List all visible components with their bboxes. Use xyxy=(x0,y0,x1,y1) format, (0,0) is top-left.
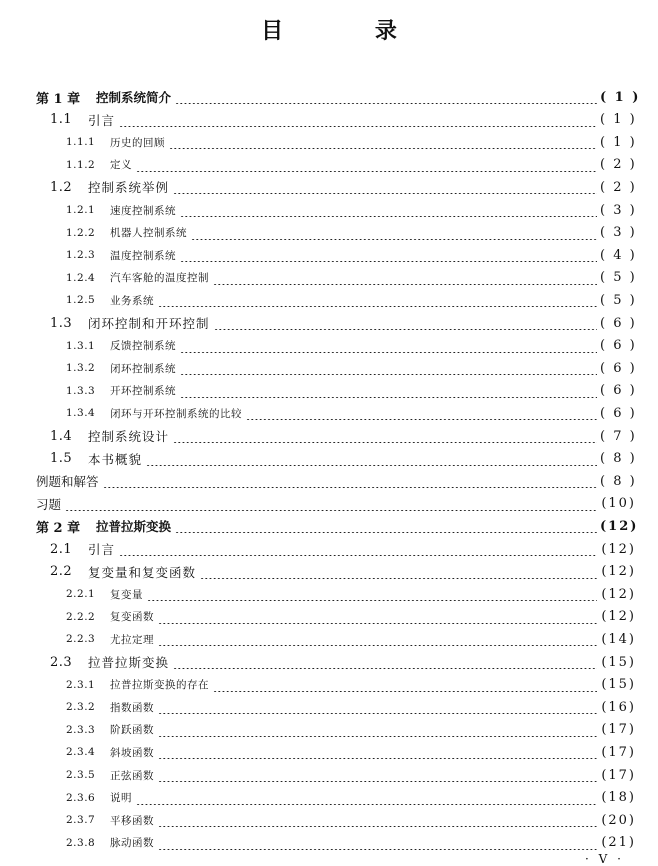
toc-entry-title: 控制系统简介 xyxy=(96,90,172,105)
toc-entry-number: 2.3.1 xyxy=(66,678,96,691)
toc-entry-page: ( 3 ) xyxy=(600,225,637,241)
toc-entry-page: ( 6 ) xyxy=(600,360,637,376)
toc-entry-title: 引言 xyxy=(88,542,116,557)
toc-entry-page: (12) xyxy=(601,586,636,602)
dot-leader xyxy=(158,768,597,782)
toc-entry-number: 1.2.4 xyxy=(66,271,96,284)
toc-entry-title: 平移函数 xyxy=(110,814,154,827)
toc-entry-number: 2.3.2 xyxy=(66,701,96,714)
dot-leader xyxy=(136,791,597,805)
toc-entry[interactable] xyxy=(66,788,636,808)
toc-entry[interactable] xyxy=(50,426,636,446)
dot-leader xyxy=(180,361,597,375)
toc-entry-page: (12) xyxy=(601,541,636,557)
toc-entry[interactable] xyxy=(66,607,636,627)
dot-leader xyxy=(147,587,597,601)
toc-entry-title: 引言 xyxy=(88,112,116,128)
toc-entry-title: 闭环控制和开环控制 xyxy=(88,316,210,331)
dot-leader xyxy=(246,406,597,420)
toc-entry-title: 拉普拉斯变换的存在 xyxy=(110,679,209,692)
toc-entry-page: ( 6 ) xyxy=(600,383,637,399)
toc-entry-page: (14) xyxy=(601,631,636,647)
toc-entry-number: 第 1 章 xyxy=(36,91,81,107)
toc-entry[interactable] xyxy=(50,110,636,130)
toc-entry-page: (17) xyxy=(601,722,636,738)
toc-entry-page: (20) xyxy=(601,812,636,828)
toc-entry-title: 指数函数 xyxy=(110,701,154,714)
toc-entry[interactable] xyxy=(50,449,636,469)
page-number-footer: · V · xyxy=(585,852,624,866)
toc-entry-number: 2.2.1 xyxy=(66,588,96,601)
toc-entry-title: 控制系统设计 xyxy=(88,429,170,444)
dot-leader xyxy=(175,519,597,533)
toc-entry-number: 2.2 xyxy=(50,564,73,580)
dot-leader xyxy=(119,542,597,556)
toc-entry-title: 例题和解答 xyxy=(36,474,99,490)
toc-entry-number: 2.3 xyxy=(50,654,73,670)
toc-entry-number: 1.2.1 xyxy=(66,204,96,216)
toc-entry-title: 脉动函数 xyxy=(110,837,154,850)
toc-entry-page: (15) xyxy=(601,654,636,670)
toc-entry[interactable] xyxy=(66,697,636,717)
toc-entry-number: 1.3.2 xyxy=(66,362,96,375)
toc-entry-number: 2.3.5 xyxy=(66,769,96,781)
toc-entry[interactable] xyxy=(66,155,636,175)
toc-entry-title: 控制系统举例 xyxy=(88,180,170,196)
toc-entry[interactable] xyxy=(66,358,636,378)
dot-leader xyxy=(180,384,597,398)
toc-entry[interactable] xyxy=(66,132,636,152)
dot-leader xyxy=(65,497,597,511)
toc-entry[interactable] xyxy=(66,629,636,649)
dot-leader xyxy=(214,316,597,330)
toc-entry[interactable] xyxy=(36,471,636,491)
dot-leader xyxy=(180,248,597,262)
toc-entry[interactable] xyxy=(66,742,636,762)
toc-entry-page: ( 5 ) xyxy=(600,292,637,308)
toc-entry-title: 汽车客舱的温度控制 xyxy=(110,272,209,285)
dot-leader xyxy=(119,113,597,127)
toc-entry-title: 历史的回顾 xyxy=(110,136,165,149)
toc-entry-title: 复变函数 xyxy=(110,611,154,624)
toc-entry-title: 习题 xyxy=(36,496,62,512)
toc-entry-title: 说明 xyxy=(110,792,132,805)
toc-entry[interactable] xyxy=(66,675,636,695)
toc-entry-page: ( 2 ) xyxy=(600,179,637,195)
toc-entry[interactable] xyxy=(66,720,636,740)
toc-entry-number: 1.3.1 xyxy=(66,339,96,352)
toc-entry[interactable] xyxy=(66,833,636,853)
toc-entry-page: ( 5 ) xyxy=(600,270,637,286)
toc-entry-title: 业务系统 xyxy=(110,294,154,307)
dot-leader xyxy=(158,293,597,307)
toc-entry-title: 机器人控制系统 xyxy=(110,227,187,240)
dot-leader xyxy=(103,474,597,488)
toc-entry-page: ( 6 ) xyxy=(600,338,637,354)
toc-entry[interactable] xyxy=(66,336,636,356)
dot-leader xyxy=(173,429,597,443)
toc-entry-number: 1.2.5 xyxy=(66,294,96,307)
toc-entry[interactable] xyxy=(66,290,636,310)
dot-leader xyxy=(158,723,597,737)
toc-entry-page: (21) xyxy=(601,835,636,851)
toc-entry-title: 斜坡函数 xyxy=(110,746,154,759)
toc-entry-title: 闭环与开环控制系统的比较 xyxy=(110,407,242,420)
toc-entry-title: 拉普拉斯变换 xyxy=(96,519,172,535)
toc-entry-title: 拉普拉斯变换 xyxy=(88,655,170,670)
dot-leader xyxy=(213,678,597,692)
dot-leader xyxy=(173,655,597,669)
toc-entry-number: 1.2 xyxy=(50,179,73,195)
toc-entry-number: 2.3.3 xyxy=(66,723,96,736)
toc-entry-page: ( 1 ) xyxy=(600,89,641,105)
toc-entry[interactable] xyxy=(50,562,636,582)
toc-entry-number: 2.2.3 xyxy=(66,633,96,646)
toc-entry-number: 1.2.2 xyxy=(66,226,96,239)
toc-entry-number: 2.2.2 xyxy=(66,610,96,623)
toc-entry-page: (17) xyxy=(601,767,636,783)
toc-entry-number: 1.2.3 xyxy=(66,249,96,262)
toc-entry-number: 2.3.8 xyxy=(66,836,96,849)
toc-entry[interactable] xyxy=(66,223,636,243)
toc-entry-page: (17) xyxy=(601,744,636,760)
dot-leader xyxy=(175,90,597,104)
dot-leader xyxy=(191,226,597,240)
toc-entry-number: 1.3 xyxy=(50,315,73,331)
toc-entry-title: 速度控制系统 xyxy=(110,204,176,217)
toc-entry[interactable] xyxy=(36,516,639,536)
toc-entry-page: ( 8 ) xyxy=(600,473,637,489)
toc-entry-page: ( 1 ) xyxy=(600,112,637,128)
dot-leader xyxy=(180,203,597,217)
toc-entry-page: ( 2 ) xyxy=(600,157,637,173)
dot-leader xyxy=(173,180,597,194)
toc-entry[interactable] xyxy=(66,584,636,604)
toc-entry-page: ( 4 ) xyxy=(600,247,637,263)
dot-leader xyxy=(158,632,597,646)
toc-entry-number: 2.1 xyxy=(50,541,73,557)
toc-entry-title: 复变量 xyxy=(110,588,143,601)
toc-entry[interactable] xyxy=(66,765,636,785)
toc-entry-title: 定义 xyxy=(110,159,132,172)
dot-leader xyxy=(136,158,597,172)
toc-entry-title: 正弦函数 xyxy=(110,769,154,782)
dot-leader xyxy=(158,700,597,714)
toc-entry[interactable] xyxy=(50,177,636,197)
dot-leader xyxy=(158,813,597,827)
toc-entry-page: ( 6 ) xyxy=(600,405,637,421)
toc-entry-page: ( 3 ) xyxy=(600,202,637,218)
toc-entry-number: 1.4 xyxy=(50,428,73,444)
dot-leader xyxy=(180,339,597,353)
toc-entry-page: (10) xyxy=(601,496,636,512)
toc-entry[interactable] xyxy=(66,810,636,830)
toc-entry-number: 第 2 章 xyxy=(36,520,81,536)
toc-entry-page: ( 8 ) xyxy=(600,451,637,467)
toc-entry-page: (16) xyxy=(601,699,636,715)
toc-entry[interactable] xyxy=(66,403,636,423)
toc-entry-title: 复变量和复变函数 xyxy=(88,564,197,580)
toc-entry-page: (12) xyxy=(601,564,636,580)
toc-entry-page: (18) xyxy=(601,790,636,806)
toc-entry-number: 2.3.6 xyxy=(66,791,96,804)
toc-entry-number: 1.3.3 xyxy=(66,384,96,397)
toc-entry-page: ( 7 ) xyxy=(600,428,637,444)
toc-entry-page: (12) xyxy=(600,518,639,534)
toc-entry-number: 1.1 xyxy=(50,112,73,128)
dot-leader xyxy=(158,745,597,759)
toc-entry-number: 1.3.4 xyxy=(66,407,96,420)
toc-entry-title: 本书概貌 xyxy=(88,451,143,467)
toc-entry[interactable] xyxy=(66,268,636,288)
toc-entry[interactable] xyxy=(66,381,636,401)
toc-entry-number: 1.5 xyxy=(50,451,73,467)
toc-entry[interactable] xyxy=(36,494,636,514)
toc-entry[interactable] xyxy=(50,652,636,672)
dot-leader xyxy=(158,836,597,850)
toc-entry[interactable] xyxy=(50,539,636,559)
toc-entry-page: ( 6 ) xyxy=(600,315,637,331)
toc-entry-title: 开环控制系统 xyxy=(110,385,176,398)
toc-entry[interactable] xyxy=(36,87,641,107)
toc-entry-number: 2.3.4 xyxy=(66,746,96,759)
dot-leader xyxy=(169,135,597,149)
toc-entry-title: 闭环控制系统 xyxy=(110,362,176,375)
toc-entry-page: ( 1 ) xyxy=(600,134,637,150)
toc-entry-title: 尤拉定理 xyxy=(110,633,154,646)
dot-leader xyxy=(158,610,597,624)
toc-entry[interactable] xyxy=(50,313,636,333)
toc-entry-title: 温度控制系统 xyxy=(110,249,176,262)
dot-leader xyxy=(200,565,597,579)
toc-entry-title: 阶跃函数 xyxy=(110,724,154,737)
page-title: 目 录 xyxy=(261,19,439,44)
toc-entry-number: 1.1.1 xyxy=(66,136,96,149)
toc-entry-page: (15) xyxy=(601,677,636,693)
dot-leader xyxy=(213,271,597,285)
toc-entry[interactable] xyxy=(66,245,636,265)
toc-entry[interactable] xyxy=(66,200,636,220)
toc-entry-page: (12) xyxy=(601,609,636,625)
toc-entry-number: 2.3.7 xyxy=(66,814,96,827)
dot-leader xyxy=(146,452,597,466)
toc-entry-number: 1.1.2 xyxy=(66,158,96,171)
toc-entry-title: 反馈控制系统 xyxy=(110,340,176,353)
